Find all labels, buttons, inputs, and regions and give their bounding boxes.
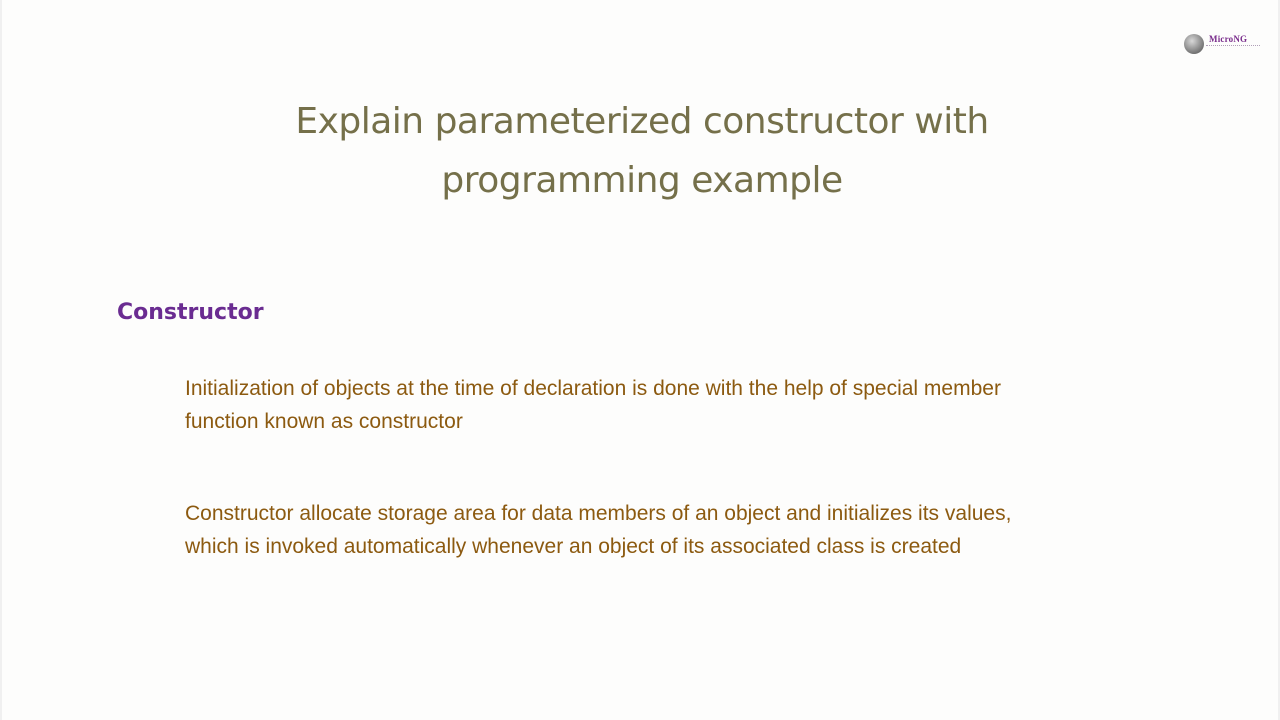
paragraph-1-line-1: Initialization of objects at the time of declaration is done with the help of special member — [185, 377, 1001, 400]
paragraph-1 — [185, 372, 1165, 438]
slide-title-line-1: Explain parameterized constructor with — [295, 101, 989, 142]
section-heading: Constructor — [117, 300, 264, 325]
paragraph-2-line-2: which is invoked automatically whenever an object of its associated class is created — [185, 535, 962, 558]
logo-text: MicroNG — [1209, 34, 1248, 44]
paragraph-2-line-1: Constructor allocate storage area for data members of an object and initializes its values, — [185, 502, 1012, 525]
paragraph-2 — [185, 497, 1165, 563]
avatar-logo-icon — [1184, 34, 1204, 54]
channel-logo — [1182, 32, 1262, 58]
logo-tagline-decoration — [1206, 45, 1260, 49]
slide-title-line-2: programming example — [441, 160, 843, 201]
slide-title — [242, 92, 1042, 210]
paragraph-1-line-2: function known as constructor — [185, 410, 463, 433]
